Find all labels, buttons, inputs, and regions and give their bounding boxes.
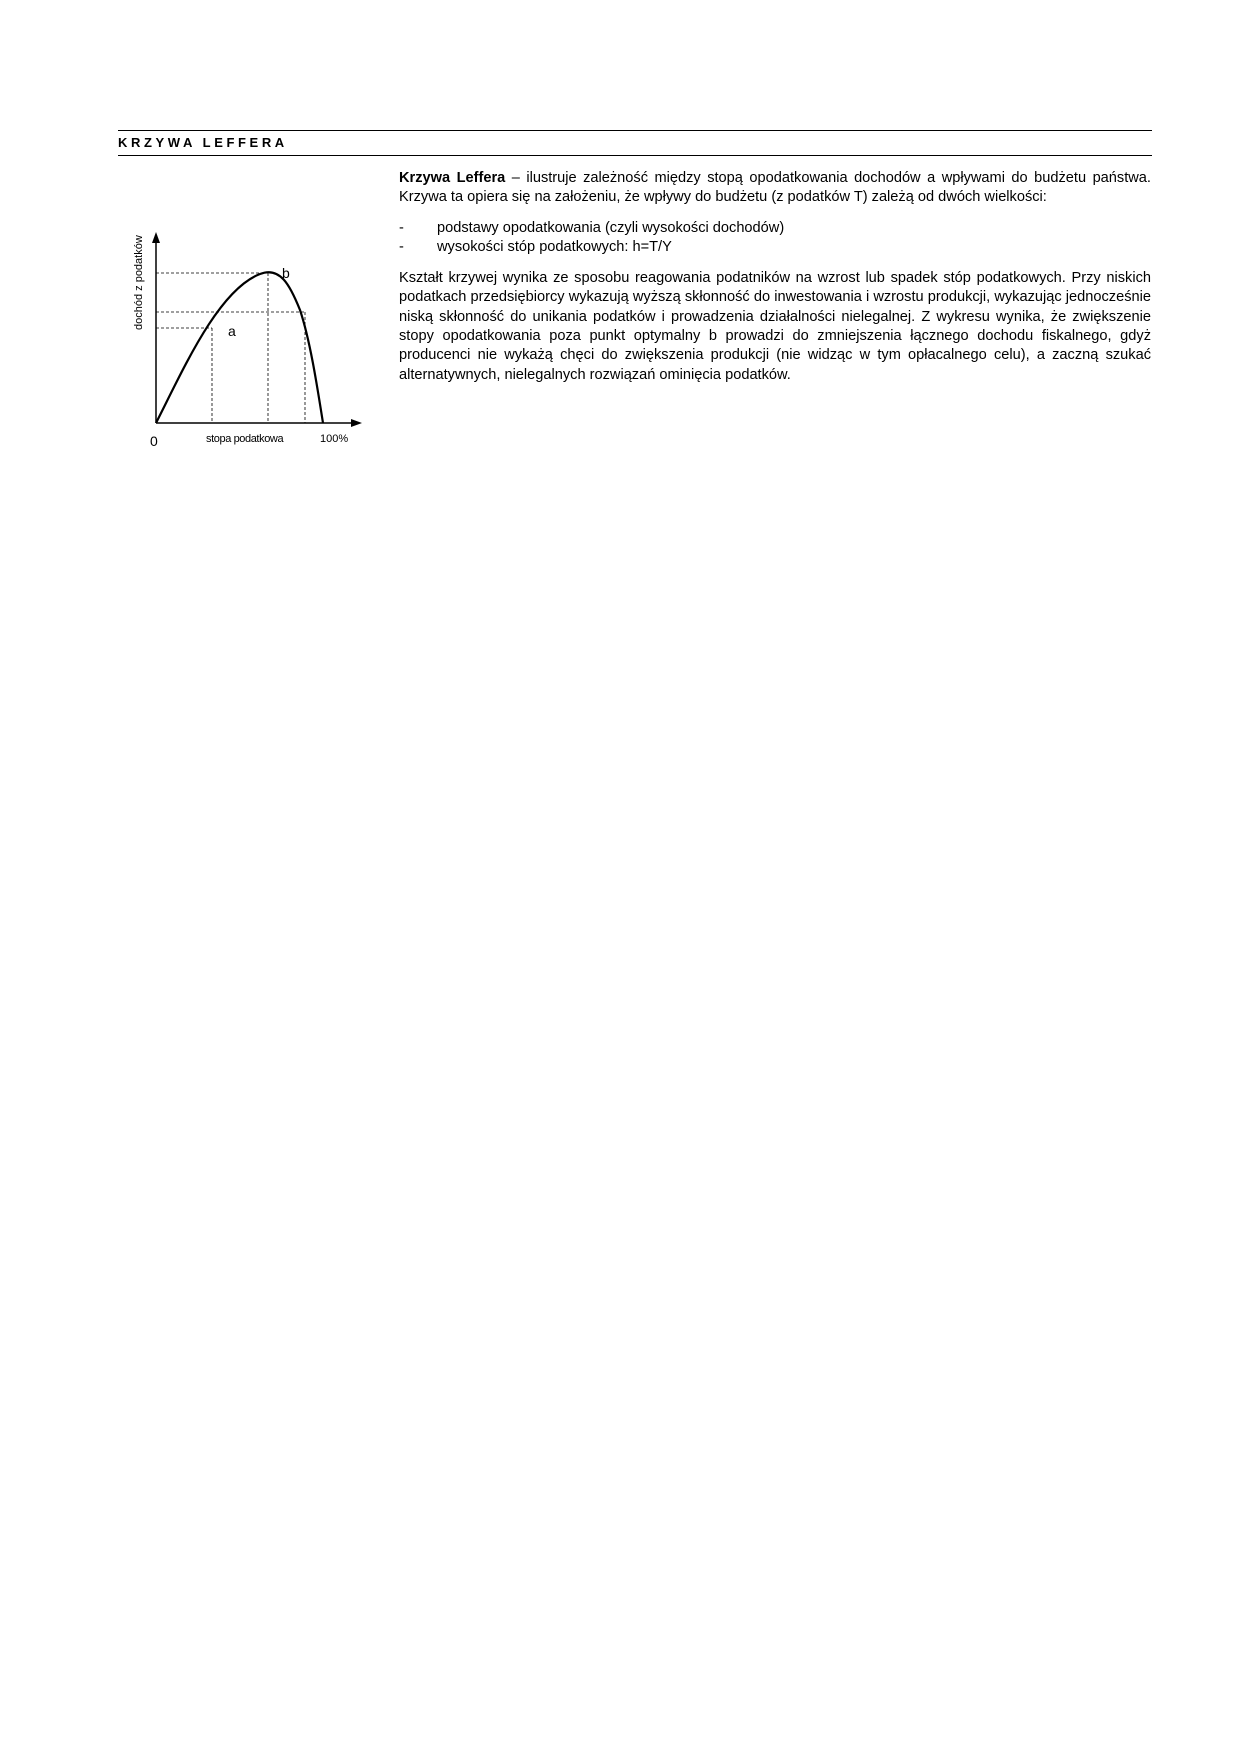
header-title: KRZYWA LEFFERA [118, 135, 288, 150]
bullet-dash: - [399, 219, 404, 236]
laffer-curve-figure [118, 190, 378, 460]
page-header [118, 130, 1152, 156]
list-item [399, 219, 1151, 238]
x-axis-label: stopa podatkowa [206, 433, 284, 445]
body-paragraph: Kształt krzywej wynika ze sposobu reagowania podatników na wzrost lub spadek stóp podatkowych. Przy niskich podatkach przedsiębiorcy wykazują wyższą skłonność do inwestowania i wzrostu produkcji, wykazując jednocześnie niską skłonność do unikania podatków i prowadzenia działalności nielegalnej. Z wykresu wynika, że zwiększenie stopy opodatkowania poza punkt optymalny b prowadzi do zmniejszenia łącznego dochodu fiskalnego, gdyż producenci nie wykażą chęci do zwiększenia produkcji (nie widząc w tym opłacalnego celu), a zaczną szukać alternatywnych, nielegalnych rozwiązań ominięcia podatków. [399, 270, 1151, 383]
point-b-label: b [282, 265, 290, 281]
list-item-text: podstawy opodatkowania (czyli wysokości dochodów) [437, 219, 785, 236]
intro-paragraph [399, 169, 1151, 208]
point-a-label: a [228, 323, 236, 339]
laffer-curve-svg [118, 190, 378, 460]
defined-term: Krzywa Leffera [399, 170, 506, 186]
laffer-curve [156, 272, 323, 423]
x-axis-arrow [351, 419, 362, 427]
list-item-text: wysokości stóp podatkowych: h=T/Y [437, 238, 672, 255]
x-axis-end-label: 100% [320, 433, 349, 445]
y-axis-label: dochód z podatków [133, 235, 145, 330]
y-axis-arrow [152, 232, 160, 243]
bullet-dash: - [399, 238, 404, 255]
list-item [399, 238, 1151, 257]
intro-text: – ilustruje zależność między stopą opodatkowania dochodów a wpływami do budżetu państwa. Krzywa ta opiera się na założeniu, że wpływy do budżetu (z podatków T) zależą od dwóch wielkości: [399, 170, 1151, 206]
main-text [399, 169, 1151, 385]
origin-label: 0 [150, 433, 158, 449]
bullet-list [399, 219, 1151, 258]
